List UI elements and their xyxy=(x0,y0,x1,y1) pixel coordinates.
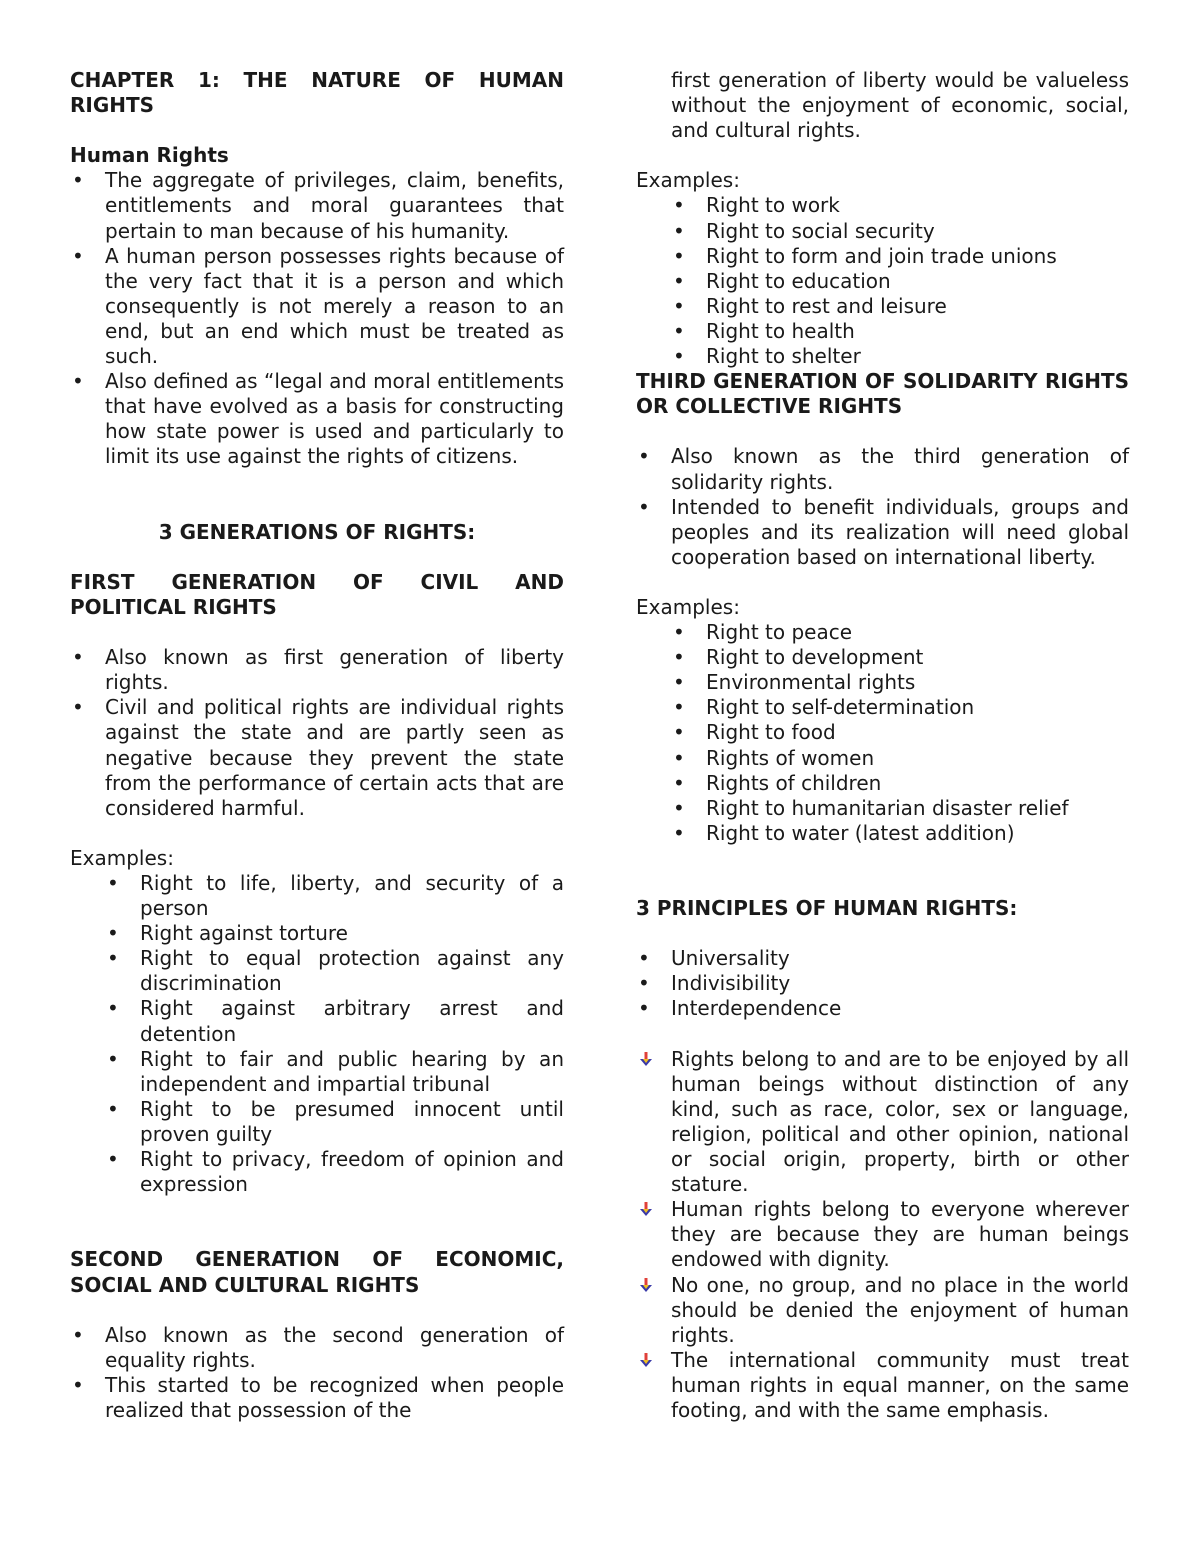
principles-notes xyxy=(636,1047,1129,1423)
third-generation-examples xyxy=(636,620,1129,846)
list-item: • Right to life, liberty, and security of a person xyxy=(70,871,564,921)
list-item: • Right to peace xyxy=(636,620,1129,645)
list-item xyxy=(636,1197,1129,1272)
list-item: • Right to form and join trade unions xyxy=(636,244,1129,269)
list-item: • Right to equal protection against any discrimination xyxy=(70,946,564,996)
arrow-down-icon xyxy=(638,1277,654,1293)
list-item: • Also defined as “legal and moral entitlements that have evolved as a basis for constructing how state power is used and particularly to limit its use against the rights of citizens. xyxy=(70,369,564,469)
examples-label: Examples: xyxy=(70,845,174,870)
list-item: • Right to education xyxy=(636,269,1129,294)
list-item: • Right to work xyxy=(636,193,1129,218)
list-item: • Rights of women xyxy=(636,746,1129,771)
list-item: • Also known as the third generation of solidarity rights. xyxy=(636,444,1129,494)
list-item: • Right to fair and public hearing by an independent and impartial tribunal xyxy=(70,1047,564,1097)
generations-heading: 3 GENERATIONS OF RIGHTS: xyxy=(158,519,476,544)
list-item: • Right to water (latest addition) xyxy=(636,821,1129,846)
principles-heading: 3 PRINCIPLES OF HUMAN RIGHTS: xyxy=(636,896,1018,921)
first-generation-list xyxy=(70,645,564,821)
arrow-down-icon xyxy=(638,1352,654,1368)
third-generation-list xyxy=(636,444,1129,569)
list-item: • Right against torture xyxy=(70,921,564,946)
list-item xyxy=(636,1273,1129,1348)
list-item: • Indivisibility xyxy=(636,971,1129,996)
note-text: Rights belong to and are to be enjoyed by all human beings without distinction of any kind, such as race, color, sex or language, religion, political and other opinion, national or social origin, property, birth or other stature. xyxy=(671,1046,1129,1197)
human-rights-heading: Human Rights xyxy=(70,143,229,168)
list-item xyxy=(636,1348,1129,1423)
note-text: The international community must treat human rights in equal manner, on the same footing, and with the same emphasis. xyxy=(671,1347,1129,1422)
list-item: • Rights of children xyxy=(636,771,1129,796)
list-item: • Right to shelter xyxy=(636,344,1129,369)
second-generation-examples xyxy=(636,193,1129,369)
list-item: • Also known as the second generation of equality rights. xyxy=(70,1323,564,1373)
list-item: • Right to development xyxy=(636,645,1129,670)
chapter-title: CHAPTER 1: THE NATURE OF HUMAN RIGHTS xyxy=(70,68,564,118)
list-item: • Right to self-determination xyxy=(636,695,1129,720)
third-generation-heading: THIRD GENERATION OF SOLIDARITY RIGHTS OR COLLECTIVE RIGHTS xyxy=(636,369,1129,419)
examples-label: Examples: xyxy=(636,168,740,193)
list-item: • Also known as first generation of liberty rights. xyxy=(70,645,564,695)
second-generation-heading: SECOND GENERATION OF ECONOMIC, SOCIAL AND CULTURAL RIGHTS xyxy=(70,1247,564,1297)
list-item: • Right to health xyxy=(636,319,1129,344)
arrow-down-icon xyxy=(638,1201,654,1217)
human-rights-list xyxy=(70,168,564,469)
list-item: • Civil and political rights are individual rights against the state and are partly seen as negative because they prevent the state from the performance of certain acts that are considered harmful. xyxy=(70,695,564,820)
list-item: • A human person possesses rights because of the very fact that it is a person and which consequently is not merely a reason to an end, but an end which must be treated as such. xyxy=(70,244,564,369)
first-generation-examples xyxy=(70,871,564,1197)
first-generation-heading: FIRST GENERATION OF CIVIL AND POLITICAL RIGHTS xyxy=(70,569,564,619)
right-column xyxy=(636,68,1129,1423)
note-text: No one, no group, and no place in the world should be denied the enjoyment of human rights. xyxy=(671,1272,1129,1347)
list-item: • Right to be presumed innocent until proven guilty xyxy=(70,1097,564,1147)
list-item: • Right to social security xyxy=(636,219,1129,244)
list-item: • Right to food xyxy=(636,720,1129,745)
list-item xyxy=(636,1047,1129,1198)
note-text: Human rights belong to everyone wherever they are because they are human beings endowed with dignity. xyxy=(671,1197,1129,1272)
principles-list xyxy=(636,946,1129,1021)
second-generation-continuation: first generation of liberty would be valueless without the enjoyment of economic, social, and cultural rights. xyxy=(671,68,1129,143)
list-item: • Universality xyxy=(636,946,1129,971)
list-item: • Interdependence xyxy=(636,996,1129,1021)
list-item: • Environmental rights xyxy=(636,670,1129,695)
list-item: • Right to humanitarian disaster relief xyxy=(636,796,1129,821)
list-item: • Right against arbitrary arrest and detention xyxy=(70,996,564,1046)
list-item: • This started to be recognized when people realized that possession of the xyxy=(70,1373,564,1423)
list-item: • Right to rest and leisure xyxy=(636,294,1129,319)
list-item: • The aggregate of privileges, claim, benefits, entitlements and moral guarantees that pertain to man because of his humanity. xyxy=(70,168,564,243)
list-item: • Intended to benefit individuals, groups and peoples and its realization will need global cooperation based on international liberty. xyxy=(636,495,1129,570)
arrow-down-icon xyxy=(638,1051,654,1067)
list-item: • Right to privacy, freedom of opinion and expression xyxy=(70,1147,564,1197)
left-column xyxy=(70,68,564,1423)
examples-label: Examples: xyxy=(636,594,740,619)
second-generation-list xyxy=(70,1323,564,1423)
